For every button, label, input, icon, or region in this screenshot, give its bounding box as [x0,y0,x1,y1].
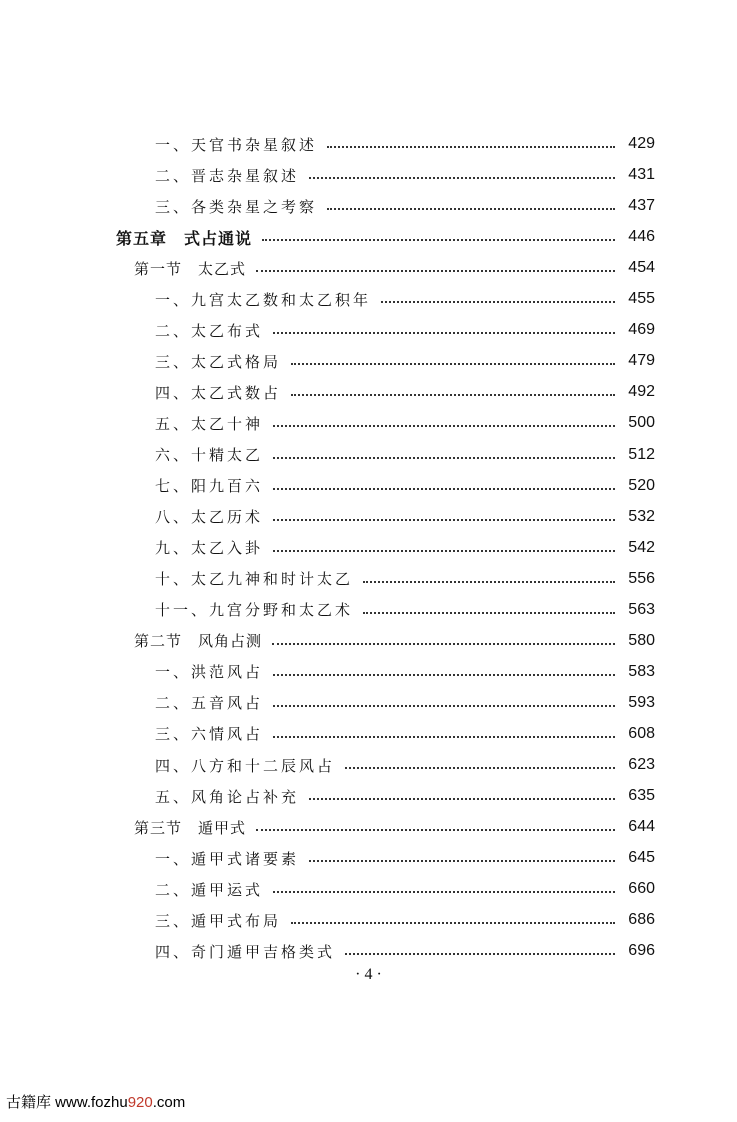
toc-page-number: 635 [628,787,655,805]
dot-leader [327,146,615,148]
toc-page-number: 431 [628,166,655,184]
toc-page-number: 608 [628,724,655,742]
toc-title: 十一、九宫分野和太乙术 [155,601,354,620]
toc-title: 三、太乙式格局 [155,352,282,371]
dot-leader [273,488,615,490]
toc-title: 三、各类杂星之考察 [155,197,318,216]
toc-page-number: 580 [628,631,655,649]
toc-title: 一、天官书杂星叙述 [155,135,318,154]
dot-leader [309,860,615,862]
toc-item [155,845,655,871]
dot-leader [273,457,615,459]
toc-page-number: 623 [628,756,655,773]
dot-leader [273,736,615,738]
toc-page-number: 542 [628,538,655,556]
toc-title: 七、阳九百六 [155,477,264,496]
toc-title: 一、九宫太乙数和太乙积年 [155,290,372,309]
toc-page-number: 454 [628,259,655,277]
toc-title: 三、六情风占 [155,725,264,744]
toc-item [155,876,655,902]
toc-section [134,814,655,840]
toc-item [155,193,655,219]
dot-leader [363,581,615,583]
dot-leader [309,798,615,800]
toc-title: 八、太乙历术 [155,508,264,527]
dot-leader [273,891,615,893]
toc-title: 一、洪范风占 [155,663,264,682]
toc-item [155,442,655,468]
toc-item [155,907,655,933]
toc-title: 二、晋志杂星叙述 [155,166,300,185]
toc-item [155,566,655,592]
toc-item [155,162,655,188]
toc-page-number: 500 [628,414,655,432]
toc-title: 六、十精太乙 [155,446,264,464]
toc-page-number: 532 [628,507,655,525]
toc-page-number: 492 [628,383,655,401]
toc-page-number: 437 [628,197,655,215]
toc-item [155,286,655,312]
dot-leader [327,208,615,210]
toc-title: 三、遁甲式布局 [155,911,282,930]
toc-title: 一、遁甲式诸要素 [155,849,300,868]
toc-section [134,628,655,654]
toc-item [155,504,655,530]
toc-title: 五、风角论占补充 [155,787,300,806]
toc-item [155,410,655,436]
dot-leader [273,332,615,334]
toc-item [155,348,655,374]
dot-leader [291,922,615,924]
toc-title: 第一节 太乙式 [134,259,247,278]
toc-page-number: 429 [628,135,655,152]
dot-leader [363,612,615,614]
watermark [6,1091,185,1112]
toc-title: 四、太乙式数占 [155,383,282,402]
toc-title: 五、太乙十神 [155,414,264,433]
toc-title: 第三节 遁甲式 [134,818,247,837]
toc-page-number: 469 [628,321,655,339]
toc-page-number: 660 [628,880,655,898]
dot-leader [272,643,615,645]
toc-chapter [116,224,655,250]
dot-leader [345,767,615,769]
toc-page-number: 696 [628,942,655,960]
toc-item [155,473,655,499]
dot-leader [273,519,615,521]
toc-item [155,721,655,747]
toc-page-number: 686 [628,911,655,929]
toc-item [155,535,655,561]
dot-leader [309,177,615,179]
dot-leader [262,239,615,241]
toc-item [155,752,655,778]
toc-item [155,690,655,716]
toc-item [155,783,655,809]
toc-page-number: 479 [628,352,655,370]
toc-item [155,659,655,685]
toc-page-number: 446 [628,228,655,246]
dot-leader [256,270,615,272]
toc-page-number: 455 [628,290,655,308]
dot-leader [273,550,615,552]
toc-page-number: 583 [628,662,655,680]
toc-title: 二、太乙布式 [155,321,264,340]
toc-page-number: 644 [628,818,655,836]
dot-leader [273,425,615,427]
toc-item [155,597,655,623]
toc-section [134,255,655,281]
watermark-highlight: 920 [127,1094,153,1111]
toc-item [155,379,655,405]
toc-page-number: 645 [628,849,655,867]
watermark-prefix: 古籍库 www.fozhu [6,1094,128,1111]
toc-title: 第五章 式占通说 [116,228,253,248]
dot-leader [345,953,615,955]
toc-title: 十、太乙九神和时计太乙 [155,570,354,589]
toc-page-number: 556 [628,569,655,587]
watermark-suffix: .com [152,1094,186,1111]
toc-title: 四、八方和十二辰风占 [155,756,336,775]
toc-page-number: 593 [628,693,655,711]
page-number: · 4 · [355,966,382,983]
toc-title: 第二节 风角占测 [134,632,263,651]
dot-leader [273,674,615,676]
dot-leader [291,394,615,396]
toc-page-number: 520 [628,476,655,494]
toc-page-number: 563 [628,600,655,618]
dot-leader [291,363,615,365]
toc-item [155,131,655,157]
dot-leader [256,829,615,831]
toc-item [155,938,655,964]
toc-title: 二、五音风占 [155,694,264,713]
dot-leader [273,705,615,707]
toc-page-number: 512 [628,445,655,463]
toc-title: 四、奇门遁甲吉格类式 [155,942,336,961]
toc-title: 二、遁甲运式 [155,880,264,899]
toc-title: 九、太乙入卦 [155,539,264,558]
toc-item [155,317,655,343]
dot-leader [381,301,615,303]
